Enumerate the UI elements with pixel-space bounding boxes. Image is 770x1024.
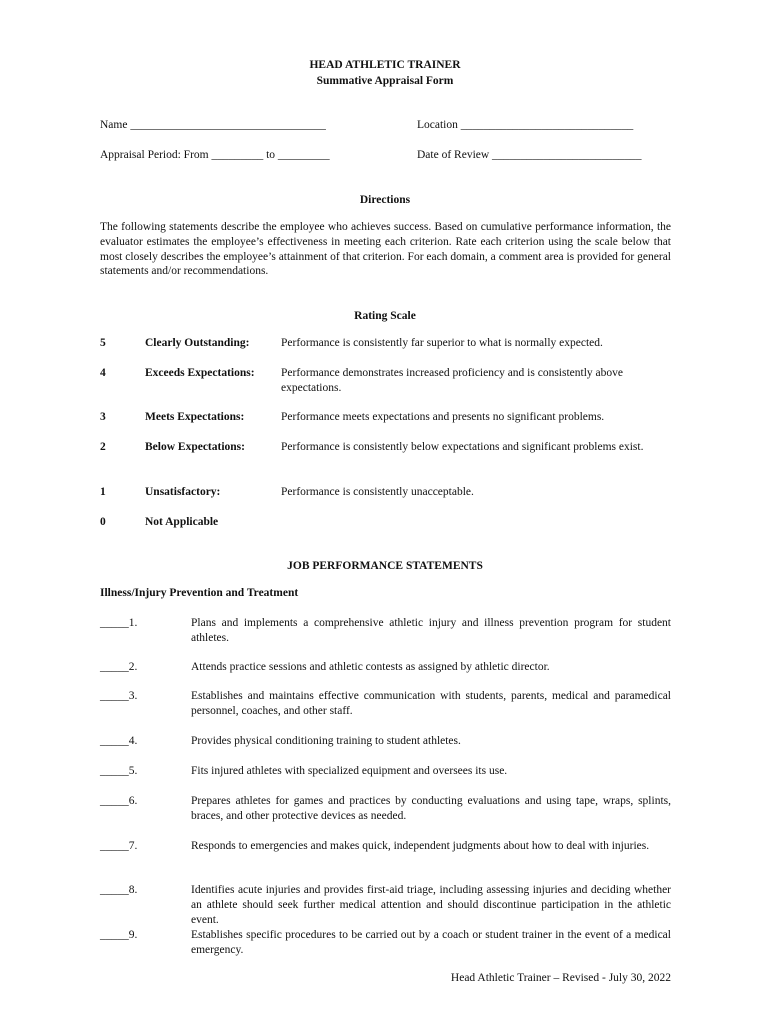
rating-description: Performance demonstrates increased proficiency and is consistently above expectations.	[281, 367, 624, 394]
location-field[interactable]: Location ______________________________	[417, 119, 634, 131]
statement-rating-blank[interactable]: _____9.	[100, 929, 138, 941]
statement-rating-blank[interactable]: _____2.	[100, 661, 138, 673]
statement-text: Attends practice sessions and athletic contests as assigned by athletic director.	[191, 661, 550, 673]
rating-score: 3	[100, 411, 106, 423]
rating-description: Performance is consistently unacceptable.	[281, 486, 474, 498]
section-title: Illness/Injury Prevention and Treatment	[100, 587, 299, 599]
rating-description: Performance is consistently far superior to what is normally expected.	[281, 337, 603, 349]
statement-text: Establishes and maintains effective communication with students, parents, medical and paramedical personnel, coaches, and other staff.	[191, 690, 671, 717]
statement-text: Plans and implements a comprehensive athletic injury and illness prevention program for student athletes.	[191, 617, 671, 644]
statement-text: Fits injured athletes with specialized equipment and oversees its use.	[191, 765, 508, 777]
rating-label: Clearly Outstanding:	[145, 337, 250, 349]
statement-rating-blank[interactable]: _____3.	[100, 690, 138, 702]
statement-rating-blank[interactable]: _____1.	[100, 617, 138, 629]
appraisal-period-field[interactable]: Appraisal Period: From _________ to _________	[100, 149, 330, 161]
rating-description: Performance is consistently below expectations and significant problems exist.	[281, 441, 644, 453]
statement-rating-blank[interactable]: _____8.	[100, 884, 138, 896]
statement-text: Responds to emergencies and makes quick, independent judgments about how to deal with injuries.	[191, 840, 650, 852]
name-field[interactable]: Name __________________________________	[100, 119, 326, 131]
rating-label: Not Applicable	[145, 516, 219, 528]
rating-score: 0	[100, 516, 106, 528]
rating-label: Unsatisfactory:	[145, 486, 221, 498]
rating-score: 4	[100, 367, 106, 379]
rating-label: Below Expectations:	[145, 441, 245, 453]
directions-heading: Directions	[359, 194, 411, 206]
footer-revision: Head Athletic Trainer – Revised - July 30, 2022	[450, 972, 671, 984]
rating-score: 2	[100, 441, 106, 453]
rating-score: 1	[100, 486, 106, 498]
rating-label: Meets Expectations:	[145, 411, 245, 423]
statement-rating-blank[interactable]: _____5.	[100, 765, 138, 777]
statement-text: Provides physical conditioning training to student athletes.	[191, 735, 461, 747]
document-subtitle: Summative Appraisal Form	[316, 75, 454, 87]
statement-rating-blank[interactable]: _____4.	[100, 735, 138, 747]
document-title: HEAD ATHLETIC TRAINER	[309, 59, 461, 71]
date-of-review-field[interactable]: Date of Review __________________________	[417, 149, 642, 161]
job-performance-heading: JOB PERFORMANCE STATEMENTS	[287, 560, 483, 572]
directions-text: The following statements describe the employee who achieves success. Based on cumulative performance information, the evaluator estimates the employee’s effectiveness in meeting each criterion. Rate each criterion using the scale below that most closely describes the employee’s attainment of that criterion. For each domain, a comment area is provided for general statements and/or recommendations.	[100, 221, 671, 278]
rating-scale-heading: Rating Scale	[354, 310, 416, 322]
rating-label: Exceeds Expectations:	[145, 367, 255, 379]
statement-rating-blank[interactable]: _____7.	[100, 840, 138, 852]
statement-text: Identifies acute injuries and provides first-aid triage, including assessing injuries and deciding whether an athlete should seek further medical attention and should discontinue participation in the athletic event.	[191, 884, 671, 926]
statement-text: Prepares athletes for games and practices by conducting evaluations and using tape, wraps, splints, braces, and other protective devices as needed.	[191, 795, 671, 822]
statement-text: Establishes specific procedures to be carried out by a coach or student trainer in the event of a medical emergency.	[191, 929, 671, 956]
statement-rating-blank[interactable]: _____6.	[100, 795, 138, 807]
rating-description: Performance meets expectations and presents no significant problems.	[281, 411, 605, 423]
rating-score: 5	[100, 337, 106, 349]
